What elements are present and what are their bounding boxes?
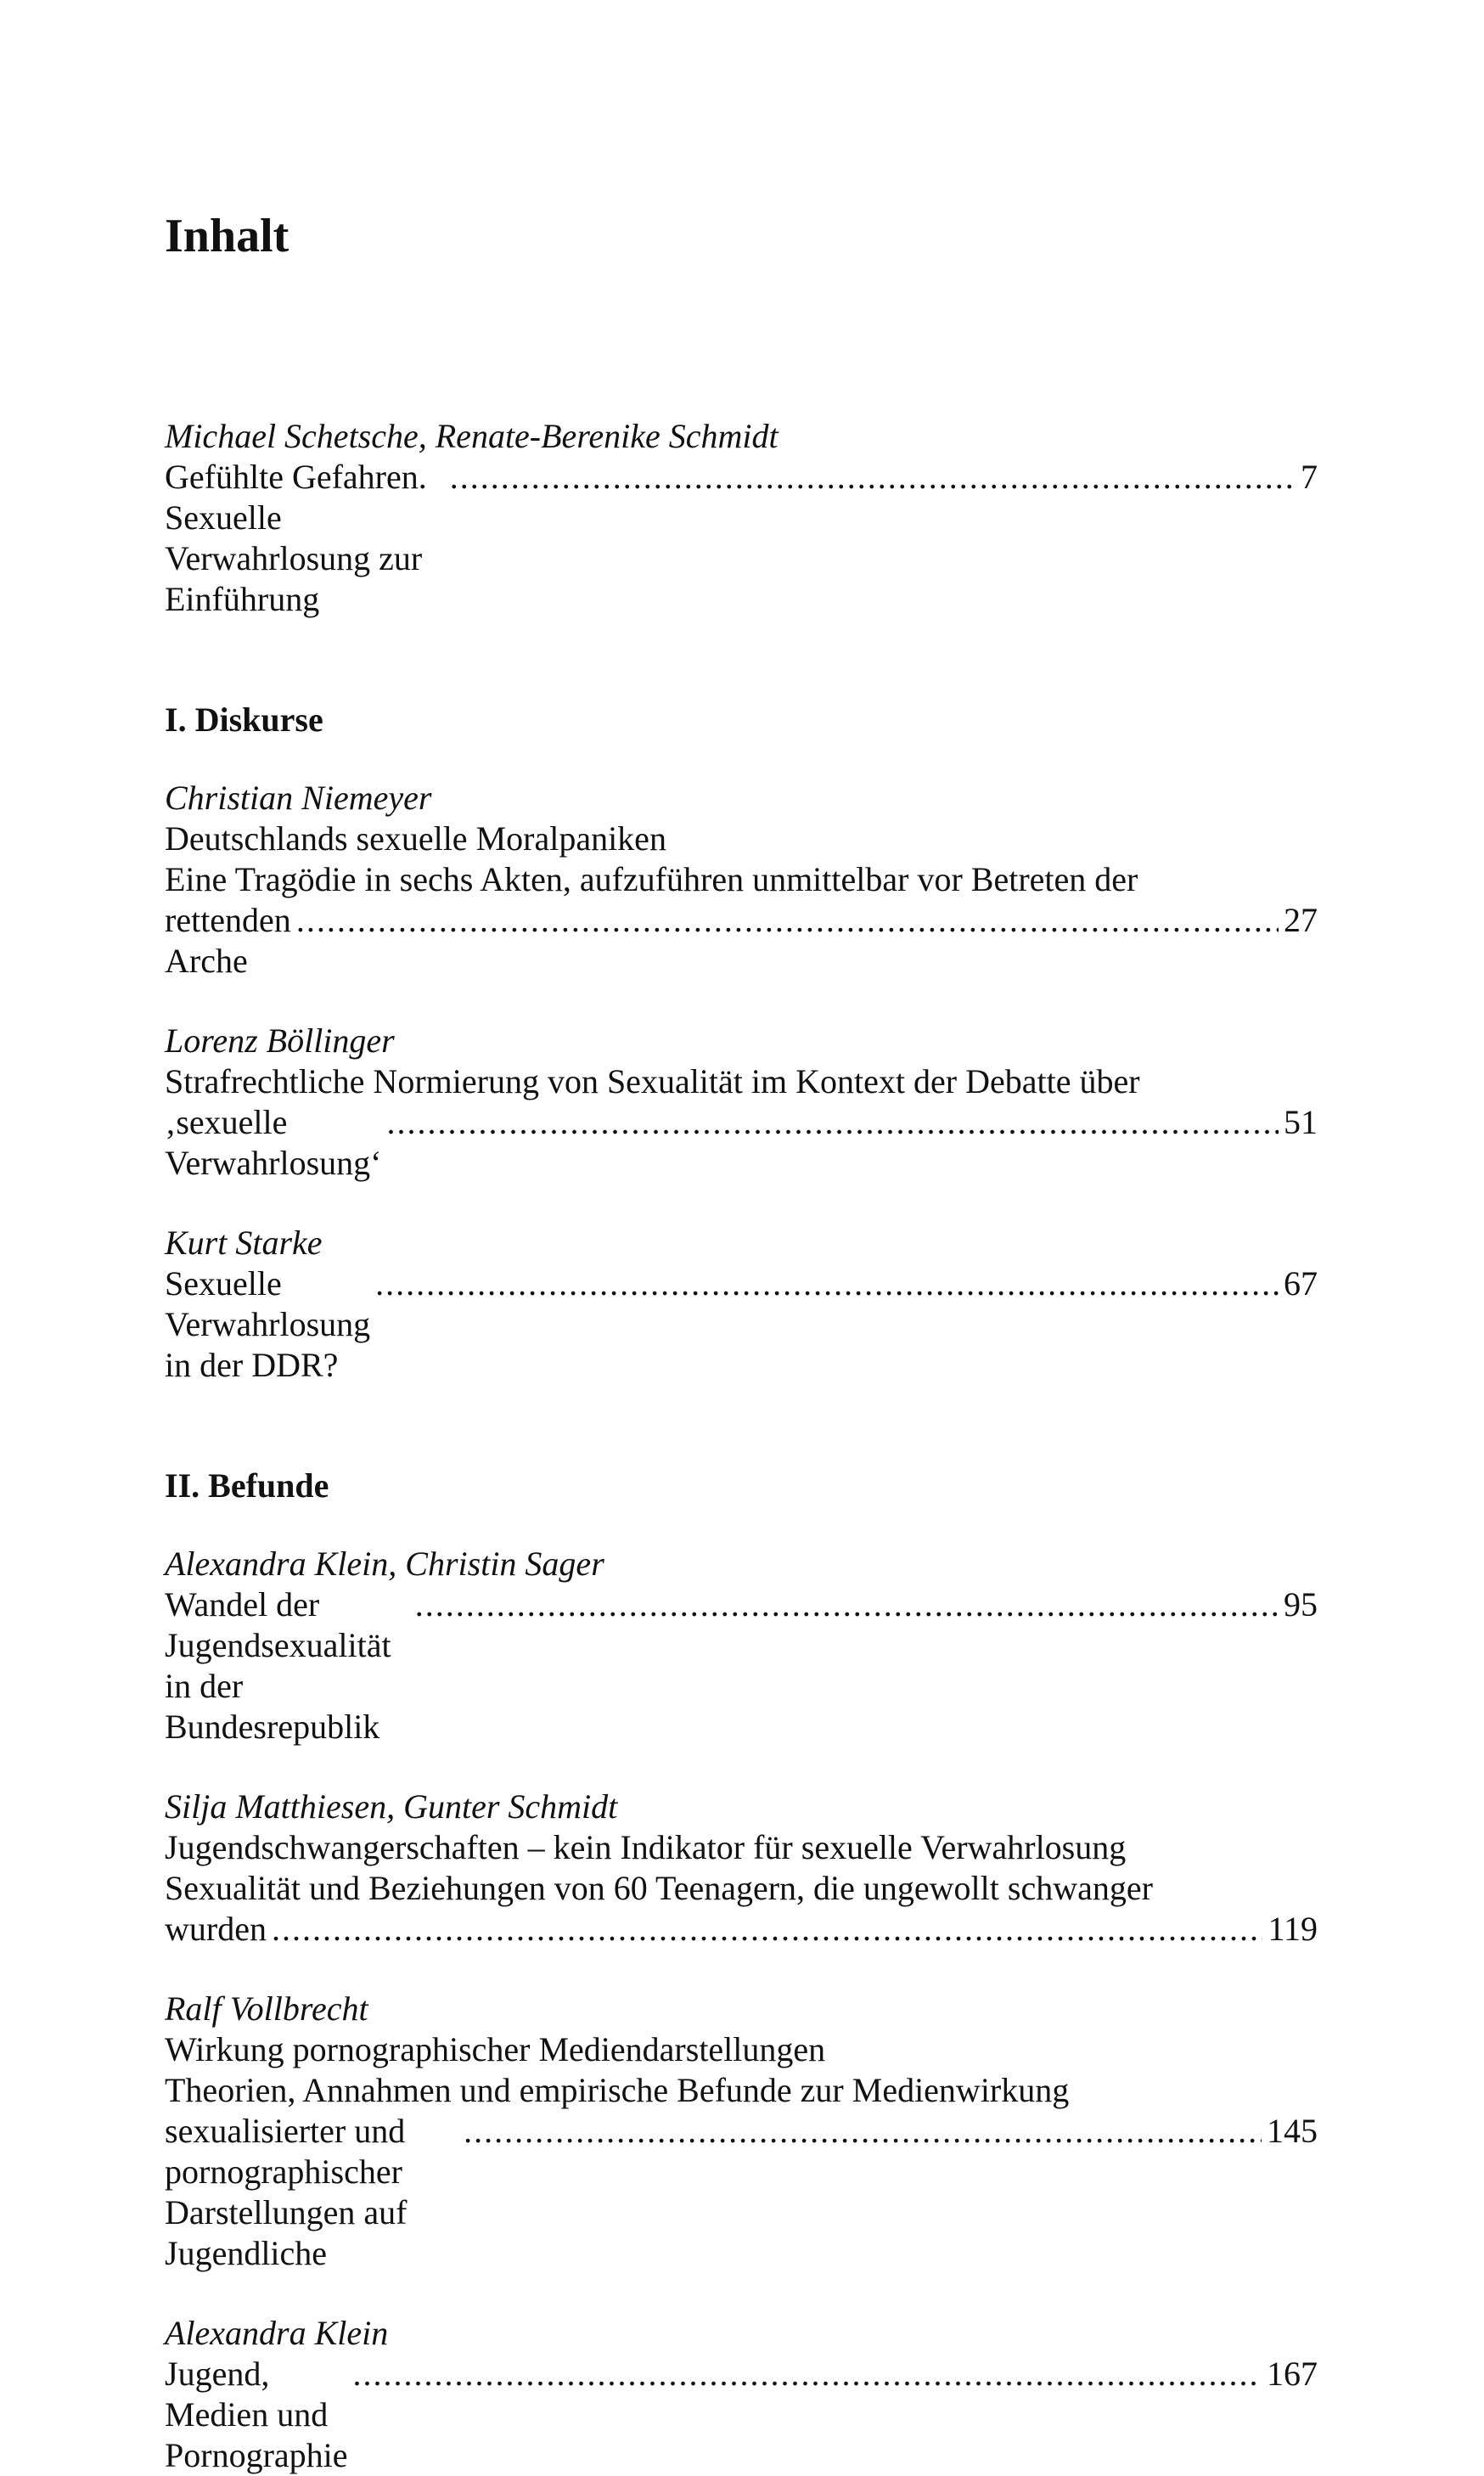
- toc-entry-title: Jugend, Medien und Pornographie: [165, 2355, 348, 2474]
- toc-entry-authors: Ralf Vollbrecht: [165, 1989, 368, 2028]
- toc-entry[interactable]: [165, 2313, 1318, 2476]
- toc-entry[interactable]: [165, 778, 1318, 982]
- toc-entry-page-number: 67: [1284, 1264, 1318, 1303]
- toc-entry-title-line: [165, 2111, 1318, 2274]
- toc-entry[interactable]: [165, 1021, 1318, 1184]
- toc-entry-authors: Silja Matthiesen, Gunter Schmidt: [165, 1787, 618, 1826]
- toc-entry-title-line: [165, 900, 1318, 982]
- toc-entry-title: Sexuelle Verwahrlosung in der DDR?: [165, 1264, 371, 1384]
- toc-entry-subtitle-end: sexualisierter und pornographischer Darstellungen auf Jugendliche: [165, 2112, 408, 2272]
- toc-entry-subtitle: Sexualität und Beziehungen von 60 Teenagern, die ungewollt schwanger: [165, 1869, 1153, 1907]
- toc-entry-subtitle: Eine Tragödie in sechs Akten, aufzuführen unmittelbar vor Betreten der: [165, 860, 1138, 898]
- dot-leader: [296, 900, 1279, 941]
- table-of-contents: [165, 416, 1318, 2476]
- toc-entry-title-line: [165, 457, 1318, 620]
- dot-leader: [464, 2111, 1262, 2152]
- toc-entry-title: Wandel der Jugendsexualität in der Bundesrepublik: [165, 1585, 391, 1746]
- toc-entry-title: Jugendschwangerschaften – kein Indikator für sexuelle Verwahrlosung: [165, 1828, 1127, 1866]
- toc-entry-authors: Alexandra Klein, Christin Sager: [165, 1545, 604, 1583]
- toc-entry-authors: Alexandra Klein: [165, 2314, 389, 2352]
- toc-entry-authors: Michael Schetsche, Renate-Berenike Schmidt: [165, 417, 779, 455]
- toc-entry-title-line: [165, 1102, 1318, 1184]
- toc-entry-authors: Lorenz Böllinger: [165, 1021, 395, 1060]
- dot-leader: [375, 1263, 1279, 1304]
- dot-leader: [450, 457, 1296, 498]
- toc-entry[interactable]: [165, 1989, 1318, 2274]
- toc-entry-page-number: 51: [1284, 1103, 1318, 1141]
- toc-entry-title: Strafrechtliche Normierung von Sexualität im Kontext der Debatte über: [165, 1062, 1140, 1100]
- toc-entry-subtitle-end: rettenden Arche: [165, 901, 291, 980]
- section-heading: I. Diskurse: [165, 701, 323, 739]
- dot-leader: [415, 1584, 1279, 1625]
- toc-entry-title-line: [165, 1909, 1318, 1950]
- toc-entry-page-number: 167: [1267, 2355, 1318, 2393]
- toc-entry[interactable]: [165, 1223, 1318, 1386]
- dot-leader: [353, 2354, 1262, 2394]
- toc-entry-title-end: ‚sexuelle Verwahrlosung‘: [165, 1103, 382, 1182]
- toc-entry[interactable]: [165, 1787, 1318, 1950]
- toc-entry-page-number: 119: [1268, 1910, 1318, 1948]
- toc-entry-title-line: [165, 1263, 1318, 1386]
- toc-entry-subtitle: Theorien, Annahmen und empirische Befunde zur Medienwirkung: [165, 2071, 1070, 2109]
- section-heading: II. Befunde: [165, 1466, 329, 1505]
- toc-entry-subtitle-end: wurden: [165, 1910, 267, 1948]
- toc-entry-title: Deutschlands sexuelle Moralpaniken: [165, 819, 666, 858]
- toc-entry-title: Wirkung pornographischer Mediendarstellungen: [165, 2030, 826, 2068]
- toc-entry-title-line: [165, 1584, 1318, 1747]
- toc-entry[interactable]: [165, 416, 1318, 620]
- dot-leader: [272, 1909, 1263, 1950]
- toc-entry-title-line: [165, 2354, 1318, 2476]
- toc-entry-page-number: 7: [1301, 458, 1318, 496]
- toc-entry-page-number: 145: [1267, 2112, 1318, 2150]
- page-title: Inhalt: [165, 210, 289, 262]
- dot-leader: [386, 1102, 1279, 1143]
- toc-entry[interactable]: [165, 1544, 1318, 1747]
- toc-entry-page-number: 27: [1284, 901, 1318, 939]
- toc-entry-authors: Kurt Starke: [165, 1224, 323, 1262]
- toc-entry-authors: Christian Niemeyer: [165, 779, 432, 817]
- toc-entry-page-number: 95: [1284, 1585, 1318, 1623]
- toc-entry-title: Gefühlte Gefahren. Sexuelle Verwahrlosung zur Einführung: [165, 458, 427, 618]
